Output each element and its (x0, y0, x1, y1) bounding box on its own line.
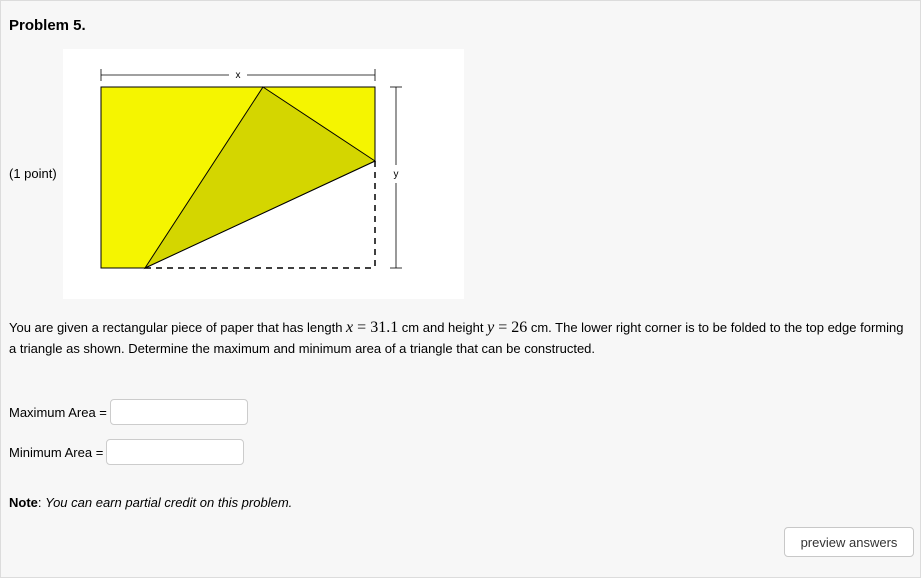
statement-text-3: cm. The lower right corner is to be folded to the top edge forming a triangle as shown. Determine the maximum and minimum area of a triangle that can be constructed. (9, 320, 904, 356)
folded-paper-diagram (63, 49, 464, 299)
math-y (487, 319, 527, 336)
minimum-area-row (9, 439, 244, 465)
note-label: Note (9, 495, 38, 510)
partial-credit-note (9, 495, 292, 510)
preview-answers-button[interactable]: preview answers (784, 527, 914, 557)
note-text: You can earn partial credit on this problem. (45, 495, 293, 510)
minimum-area-label: Minimum Area = (9, 444, 104, 460)
x-label: x (235, 70, 241, 81)
folded-paper-figure (63, 49, 464, 299)
note-colon: : (37, 495, 46, 510)
maximum-area-input[interactable] (110, 399, 248, 425)
math-eq-2: = (494, 319, 512, 336)
maximum-area-row (9, 399, 248, 425)
math-x (346, 319, 398, 336)
statement-text-2: cm and height (398, 320, 488, 335)
math-var-y: y (487, 319, 495, 336)
math-value-y: 26 (511, 319, 528, 336)
maximum-area-label: Maximum Area = (9, 404, 107, 420)
problem-title: Problem 5. (9, 17, 86, 34)
minimum-area-input[interactable] (106, 439, 244, 465)
math-value-x: 31.1 (370, 319, 399, 336)
y-label: y (393, 169, 399, 180)
math-var-x: x (346, 319, 354, 336)
statement-text-1: You are given a rectangular piece of paper that has length (9, 320, 347, 335)
point-value: (1 point) (9, 166, 57, 181)
problem-statement (9, 317, 914, 359)
math-eq-1: = (353, 319, 371, 336)
